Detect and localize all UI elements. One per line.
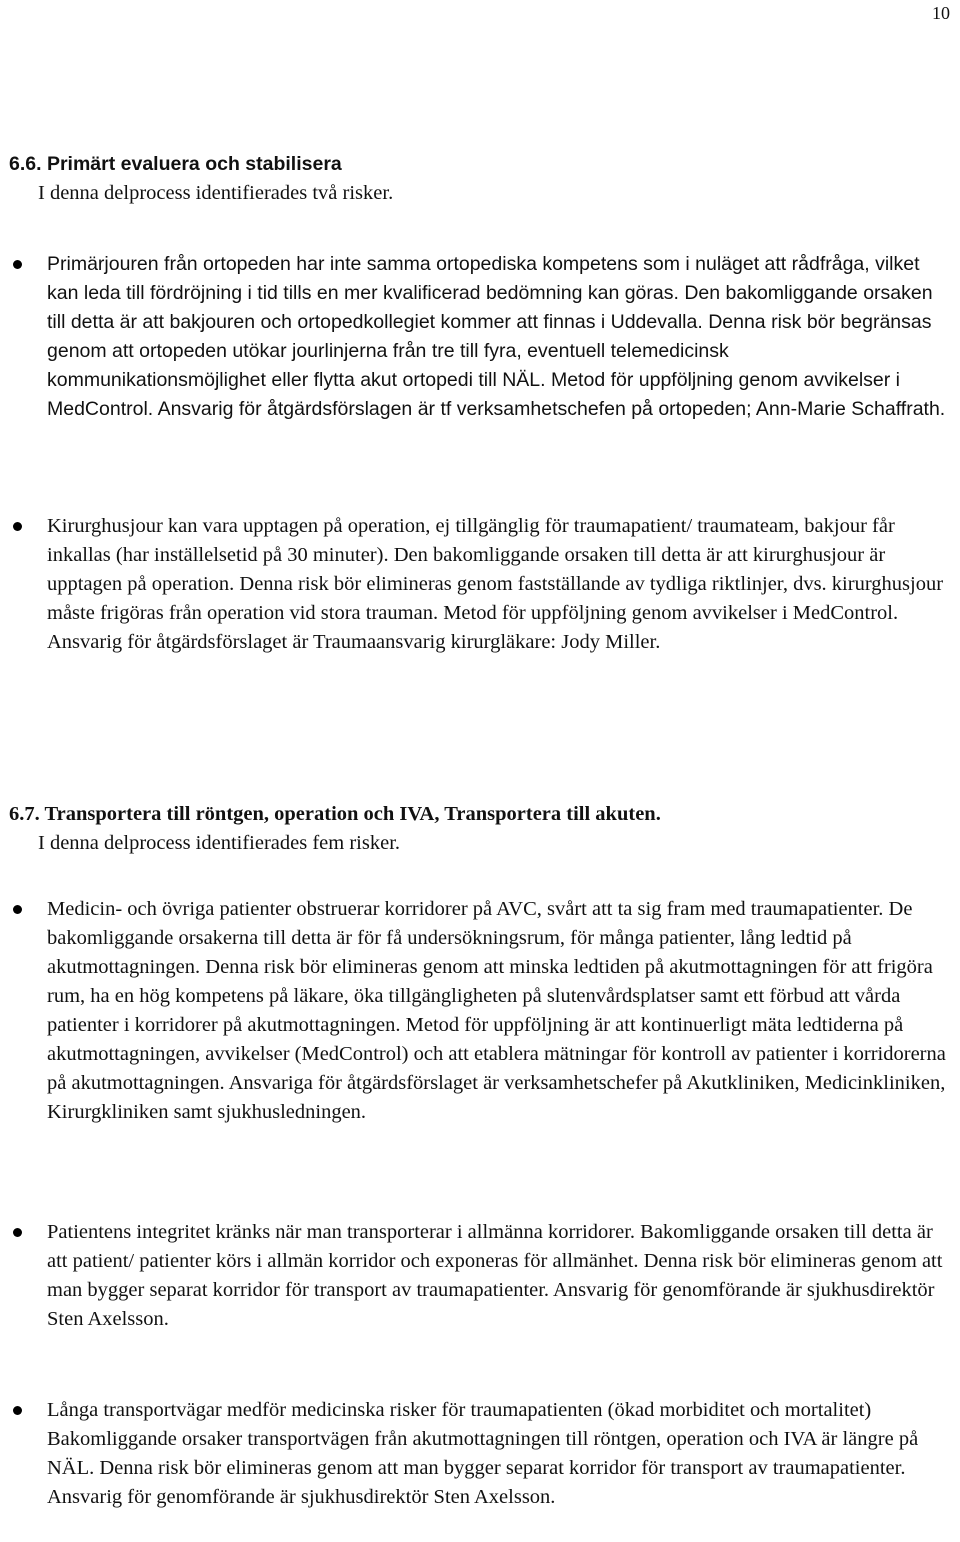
section-intro: I denna delprocess identifierades fem risker.: [38, 832, 401, 854]
list-item-text-part1: Primärjouren från ortopeden har inte samma ortopediska kompetens som i nuläget att rådfråga, vilket kan leda till fördröjning i tid tills en mer kvalificerad bedömning kan göras. Den bakomliggande orsaken till detta är att bakjouren och ortopedkollegiet kommer att finnas i Uddevalla. Denna risk bör begränsas genom att ortopeden utökar jourlinjerna från tre till fyra, eventuell telemedicinsk kommunikationsmöjlighet eller flytta akut ortopedi till NÄL. Metod för uppföljning genom avvikelser i MedControl.: [47, 253, 933, 420]
bullet-icon: [13, 1406, 22, 1415]
list-item-text: Kirurghusjour kan vara upptagen på operation, ej tillgänglig för traumapatient/ traumateam, bakjour får inkallas (har inställelsetid på 30 minuter). Den bakomliggande orsaken till detta är att kirurghusjour är upptagen på operation. Denna risk bör elimineras genom fastställande av tydliga riktlinjer, dvs. kirurghusjour måste frigöras från operation vid stora trauman. Metod för uppföljning genom avvikelser i MedControl. Ansvarig för åtgärdsförslaget är Traumaansvarig kirurgläkare: Jody Miller.: [47, 515, 944, 653]
bullet-icon: [13, 522, 22, 531]
list-item-text: Patientens integritet kränks när man transporterar i allmänna korridorer. Bakomliggande orsaken till detta är att patient/ patienter körs i allmän korridor och exponeras för allmänhet. Denna risk bör elimineras genom att man bygger separat korridor för transport av traumapatienter. Ansvarig för genomförande är sjukhusdirektör Sten Axelsson.: [47, 1221, 943, 1330]
page-number: 10: [932, 3, 950, 23]
list-item: [9, 1396, 949, 1512]
bullet-icon: [13, 905, 22, 914]
bullet-icon: [13, 1228, 22, 1237]
section-intro: I denna delprocess identifierades två risker.: [38, 182, 394, 204]
section-heading: 6.6. Primärt evaluera och stabilisera: [9, 153, 342, 175]
list-item-text: [47, 250, 952, 424]
list-item-text: Långa transportvägar medför medicinska risker för traumapatienten (ökad morbiditet och mortalitet) Bakomliggande orsaker transportvägen från akutmottagningen till röntgen, operation och IVA är längre på NÄL. Denna risk bör elimineras genom att man bygger separat korridor för transport av traumapatienter. Ansvarig för genomförande är sjukhusdirektör Sten Axelsson.: [47, 1399, 919, 1508]
list-item: [9, 895, 949, 1127]
list-item: [9, 1218, 949, 1334]
section-heading: 6.7. Transportera till röntgen, operation och IVA, Transportera till akuten.: [9, 803, 661, 825]
list-item: [9, 250, 949, 424]
list-item-text: Medicin- och övriga patienter obstruerar korridorer på AVC, svårt att ta sig fram med traumapatienter. De bakomliggande orsakerna till detta är för få undersökningsrum, för många patienter, lång ledtid på akutmottagningen. Denna risk bör elimineras genom att minska ledtiden på akutmottagningen för att frigöra rum, ha en hög kompetens på läkare, öka tillgängligheten på slutenvårdsplatser samt ett förbud att vårda patienter i korridorer på akutmottagningen. Metod för uppföljning är att kontinuerligt mäta ledtiderna på akutmottagningen, avvikelser (MedControl) och att etablera mätningar för kontroll av patienter i korridorerna på akutmottagningen. Ansvariga för åtgärdsförslaget är verksamhetschefer på Akutkliniken, Medicinkliniken, Kirurgkliniken samt sjukhusledningen.: [47, 898, 946, 1123]
bullet-icon: [13, 260, 22, 269]
list-item-text-part2: Ansvarig för åtgärdsförslagen är tf verksamhetschefen på ortopeden; Ann-Marie Schaffrath.: [157, 398, 946, 420]
section-6-7: [9, 800, 939, 858]
list-item: [9, 512, 949, 657]
section-6-6: [9, 150, 939, 208]
